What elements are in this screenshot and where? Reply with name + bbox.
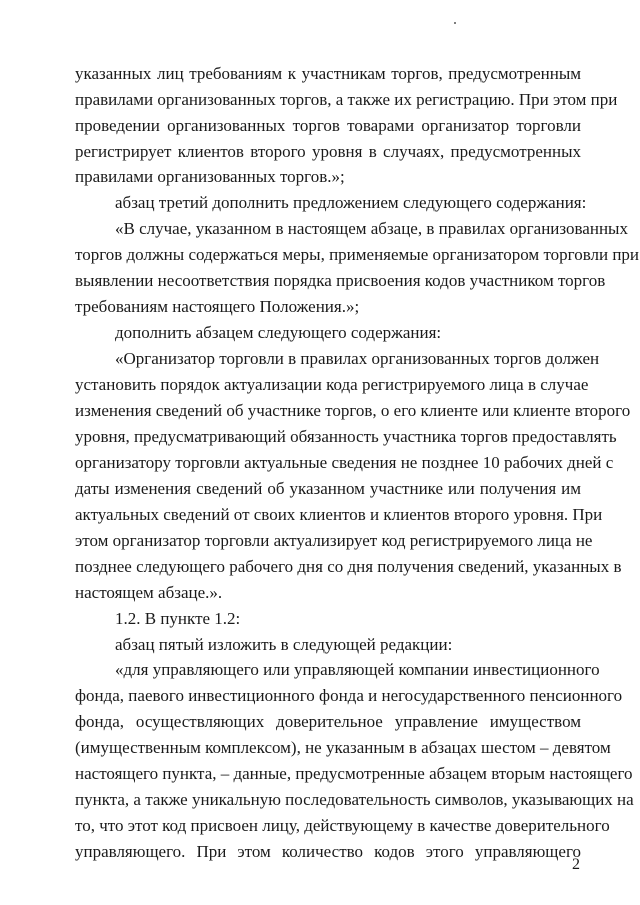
text-line: указанных лиц требованиям к участникам торгов, предусмотренным bbox=[75, 64, 581, 83]
text-line: то, что этот код присвоен лицу, действующему в качестве доверительного bbox=[75, 816, 610, 835]
text-line: выявлении несоответствия порядка присвоения кодов участником торгов bbox=[75, 271, 606, 290]
text-line: даты изменения сведений об указанном участнике или получения им bbox=[75, 479, 581, 498]
text-line: требованиям настоящего Положения.»; bbox=[75, 297, 360, 316]
text-line: торгов должны содержаться меры, применяемые организатором торговли при bbox=[75, 245, 640, 264]
text-line: настоящего пункта, – данные, предусмотренные абзацем вторым настоящего bbox=[75, 764, 633, 783]
text-line: абзац третий дополнить предложением следующего содержания: bbox=[115, 193, 587, 212]
text-line: проведении организованных торгов товарами организатор торговли bbox=[75, 116, 581, 135]
text-line: настоящем абзаце.». bbox=[75, 583, 223, 602]
text-line: уровня, предусматривающий обязанность участника торгов предоставлять bbox=[75, 427, 617, 446]
text-line: фонда, паевого инвестиционного фонда и негосударственного пенсионного bbox=[75, 686, 623, 705]
text-line: (имущественным комплексом), не указанным в абзацах шестом – девятом bbox=[75, 738, 611, 757]
text-line: правилами организованных торгов, а также их регистрацию. При этом при bbox=[75, 90, 618, 109]
text-line: «Организатор торговли в правилах организованных торгов должен bbox=[115, 349, 600, 368]
text-line: фонда, осуществляющих доверительное управление имуществом bbox=[75, 712, 581, 731]
text-line: абзац пятый изложить в следующей редакции: bbox=[115, 635, 453, 654]
text-line: пункта, а также уникальную последовательность символов, указывающих на bbox=[75, 790, 634, 809]
scan-speck bbox=[454, 22, 456, 24]
text-line: позднее следующего рабочего дня со дня получения сведений, указанных в bbox=[75, 557, 622, 576]
text-line: дополнить абзацем следующего содержания: bbox=[115, 323, 442, 342]
text-line: управляющего. При этом количество кодов этого управляющего bbox=[75, 842, 581, 861]
page-number: 2 bbox=[572, 856, 580, 873]
text-line: актуальных сведений от своих клиентов и клиентов второго уровня. При bbox=[75, 505, 603, 524]
text-line: 1.2. В пункте 1.2: bbox=[115, 609, 241, 628]
text-line: регистрирует клиентов второго уровня в случаях, предусмотренных bbox=[75, 142, 581, 161]
text-line: изменения сведений об участнике торгов, о его клиенте или клиенте второго bbox=[75, 401, 631, 420]
text-line: установить порядок актуализации кода регистрируемого лица в случае bbox=[75, 375, 589, 394]
text-line: «В случае, указанном в настоящем абзаце, в правилах организованных bbox=[115, 219, 628, 238]
text-line: «для управляющего или управляющей компании инвестиционного bbox=[115, 660, 600, 679]
text-line: этом организатор торговли актуализирует код регистрируемого лица не bbox=[75, 531, 593, 550]
text-line: организатору торговли актуальные сведения не позднее 10 рабочих дней с bbox=[75, 453, 614, 472]
text-line: правилами организованных торгов.»; bbox=[75, 167, 345, 186]
